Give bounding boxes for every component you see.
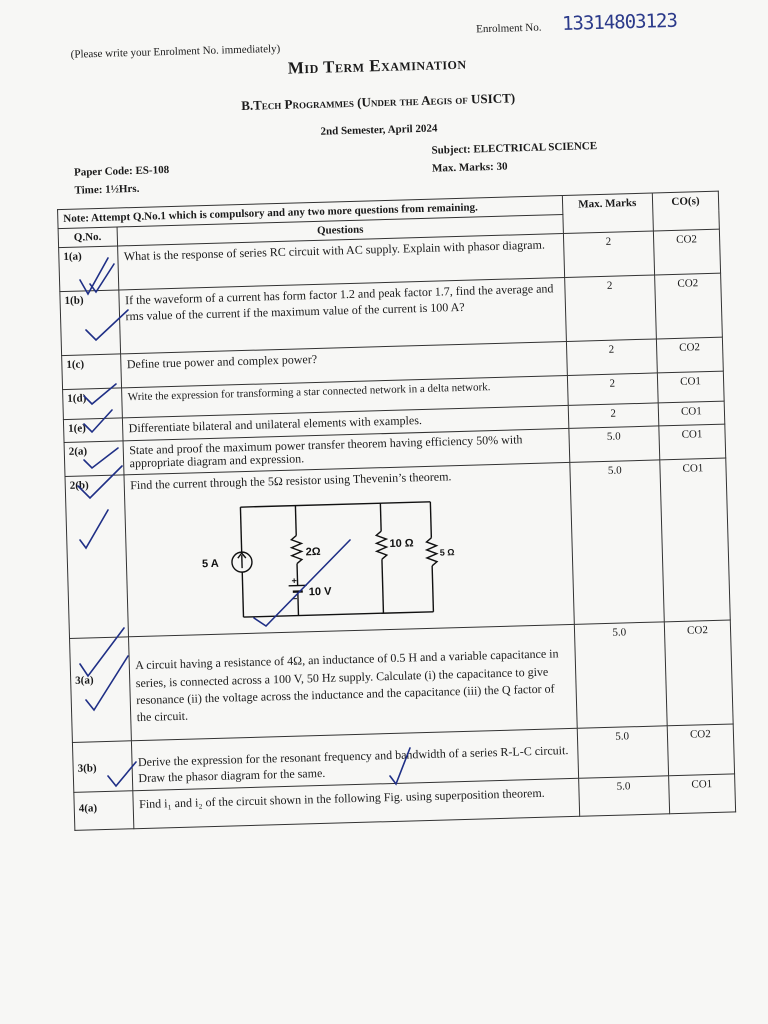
- source-wire-top: [241, 507, 242, 552]
- question-text: If the waveform of a current has form factor 1.2 and peak factor 1.7, find the average and rms value of the current if the maximum value of the current is 100 A?: [119, 278, 566, 354]
- question-co: CO1: [658, 401, 725, 425]
- question-co: CO2: [664, 620, 733, 726]
- exam-time: Time: 1½Hrs.: [74, 182, 140, 197]
- top-wire: [241, 502, 431, 507]
- question-text: Find i₁ and i₂ of the circuit shown in the following Fig. using superposition theorem.: [133, 779, 579, 829]
- resistor-5ohm: [427, 537, 438, 565]
- column-header-questions: Questions: [118, 215, 563, 246]
- battery-minus-sign: −: [292, 593, 298, 604]
- branch1-wire-top: [296, 505, 297, 535]
- enrolment-number: 13314803123: [561, 9, 678, 35]
- resistor-2ohm: [292, 535, 303, 563]
- question-text: Differentiate bilateral and unilateral elements with examples.: [123, 405, 569, 440]
- question-text: A circuit having a resistance of 4Ω, an inductance of 0.5 H and a variable capacitance in series, is connected across a 100 V, 50 Hz supply. Calculate (i) the capacitance to give resonance (ii) the voltage across the inductance and the capacitance (iii) the Q factor of the circuit.: [129, 625, 577, 741]
- question-cell: [124, 463, 573, 637]
- enrolment-instruction: (Please write your Enrolment No. immediately): [70, 42, 281, 61]
- r3-label: 5 Ω: [440, 546, 456, 558]
- question-co: CO2: [667, 724, 734, 776]
- branch1-wire-mid: [298, 563, 299, 585]
- r1-label: 2Ω: [306, 545, 322, 559]
- table-row: [65, 458, 730, 638]
- question-co: CO1: [659, 424, 726, 460]
- branch3-wire-bottom: [433, 566, 434, 612]
- question-number: 1(d): [63, 388, 123, 420]
- source-label: 5 A: [202, 557, 220, 571]
- question-marks: 2: [567, 373, 658, 406]
- table-row: [70, 620, 734, 742]
- question-number: 2(a): [64, 440, 124, 476]
- question-co: CO1: [668, 774, 735, 814]
- question-number: 1(a): [59, 246, 120, 292]
- question-text: Derive the expression for the resonant frequency and bandwidth of a series R-L-C circuit. Draw the phasor diagram for the same.: [132, 729, 578, 791]
- branch1-wire-bottom: [298, 591, 299, 615]
- column-header-qno: Q.No.: [58, 227, 118, 248]
- question-marks: 5.0: [578, 776, 669, 817]
- question-number: 4(a): [74, 791, 135, 831]
- programme-title: B.Tech Programmes (Under the Aegis of USICT): [240, 90, 516, 113]
- question-text: Find the current through the 5Ω resistor using Thevenin’s theorem.: [130, 469, 452, 493]
- question-text: What is the response of series RC circuit with AC supply. Explain with phasor diagram.: [118, 234, 564, 290]
- column-header-max-marks: Max. Marks: [562, 193, 653, 234]
- question-co: CO2: [653, 229, 720, 275]
- question-marks: 5.0: [569, 460, 664, 624]
- question-marks: 5.0: [577, 726, 669, 779]
- exam-title: Mid Term Examination: [287, 53, 467, 78]
- resistor-10ohm: [377, 531, 388, 559]
- question-co: CO2: [656, 337, 723, 373]
- branch2-wire-top: [381, 503, 382, 531]
- question-text: State and proof the maximum power transfer theorem having efficiency 50% with appropriate diagram and expression.: [124, 428, 570, 475]
- question-number: 3(b): [72, 741, 133, 793]
- source-wire-bottom: [243, 572, 244, 617]
- question-table: [57, 191, 736, 831]
- question-paper: [36, 5, 740, 904]
- branch3-wire-top: [431, 502, 432, 538]
- max-marks: Max. Marks: 30: [431, 160, 508, 175]
- instructions-note: Note: Attempt Q.No.1 which is compulsory and any two more questions from remaining.: [58, 196, 563, 229]
- question-number: 3(a): [70, 637, 132, 743]
- battery-label: 10 V: [309, 585, 333, 599]
- question-marks: 5.0: [574, 622, 667, 728]
- question-marks: 5.0: [568, 426, 659, 463]
- question-number: 2(b): [65, 475, 129, 639]
- question-co: CO2: [654, 273, 722, 339]
- paper-code: Paper Code: ES-108: [73, 164, 170, 179]
- column-header-co: CO(s): [652, 191, 719, 231]
- question-marks: 2: [568, 403, 659, 428]
- bottom-wire: [244, 612, 434, 617]
- branch2-wire-bottom: [382, 559, 384, 613]
- question-number: 1(b): [60, 290, 121, 356]
- battery-plus-sign: +: [291, 575, 298, 586]
- subject: Subject: ELECTRICAL SCIENCE: [431, 140, 598, 157]
- question-number: 1(c): [62, 354, 122, 390]
- circuit-diagram: [202, 491, 456, 625]
- question-text: Write the expression for transforming a star connected network in a delta network.: [122, 375, 568, 417]
- r2-label: 10 Ω: [389, 537, 415, 550]
- enrolment-label: Enrolment No.: [476, 21, 542, 36]
- question-marks: 2: [563, 231, 655, 278]
- question-text: Define true power and complex power?: [121, 341, 567, 387]
- question-co: CO1: [660, 458, 731, 622]
- question-marks: 2: [566, 339, 657, 376]
- semester-line: 2nd Semester, April 2024: [320, 122, 438, 138]
- question-co: CO1: [657, 371, 724, 403]
- question-number: 1(e): [63, 418, 123, 442]
- question-marks: 2: [564, 275, 656, 341]
